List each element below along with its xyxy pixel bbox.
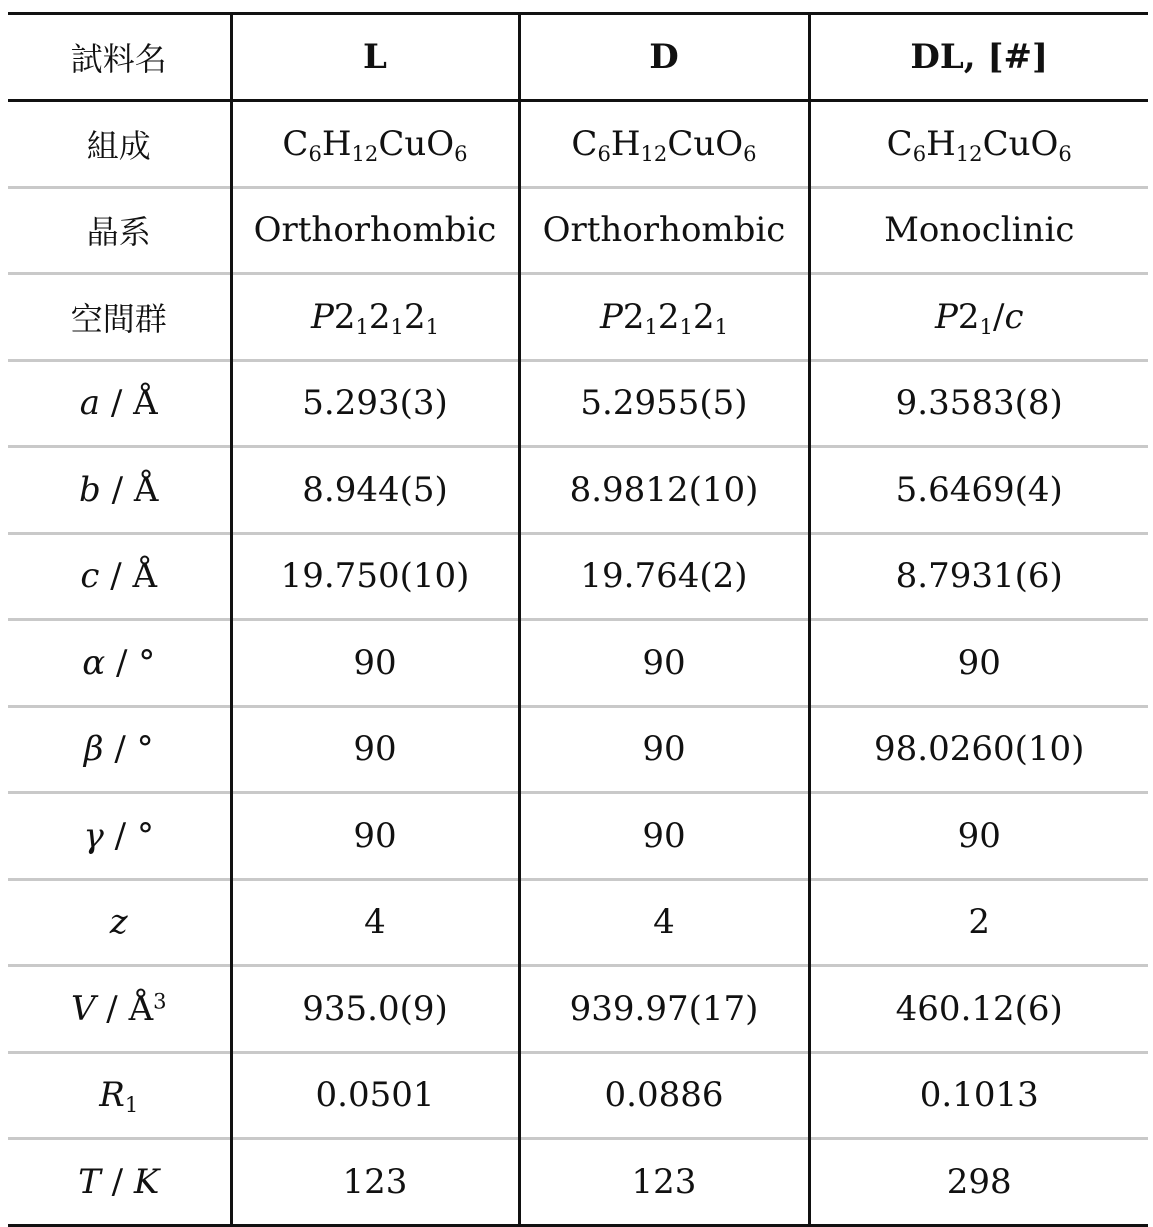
table-row-space-group — [8, 274, 1148, 361]
cell-a-DL: 9.3583(8) — [809, 360, 1148, 447]
header-L: L — [231, 14, 519, 101]
cell-temperature-D: 123 — [519, 1139, 809, 1226]
cell-gamma-DL: 90 — [809, 793, 1148, 880]
cell-crystal-system-D: Orthorhombic — [519, 187, 809, 274]
row-label-volume: V / $Å^3$ — [8, 966, 231, 1053]
cell-c-DL: 8.7931(6) — [809, 533, 1148, 620]
cell-composition-L: $C_6H_{12}CuO_6$ — [231, 101, 519, 188]
table-row-b — [8, 447, 1148, 534]
cell-beta-L: 90 — [231, 706, 519, 793]
table-row-alpha — [8, 620, 1148, 707]
table-row-a — [8, 360, 1148, 447]
row-label-space-group: 空間群 — [8, 274, 231, 361]
row-label-z: z — [8, 879, 231, 966]
cell-crystal-system-DL: Monoclinic — [809, 187, 1148, 274]
cell-b-L: 8.944(5) — [231, 447, 519, 534]
header-row — [8, 14, 1148, 101]
cell-z-L: 4 — [231, 879, 519, 966]
cell-b-D: 8.9812(10) — [519, 447, 809, 534]
header-sample-name: 試料名 — [8, 14, 231, 101]
row-label-r1: $R_1$ — [8, 1052, 231, 1139]
cell-beta-DL: 98.0260(10) — [809, 706, 1148, 793]
header-D: D — [519, 14, 809, 101]
cell-composition-DL: $C_6H_{12}CuO_6$ — [809, 101, 1148, 188]
row-label-crystal-system: 晶系 — [8, 187, 231, 274]
table-row-temperature — [8, 1139, 1148, 1226]
cell-temperature-L: 123 — [231, 1139, 519, 1226]
cell-b-DL: 5.6469(4) — [809, 447, 1148, 534]
row-label-gamma: γ / ° — [8, 793, 231, 880]
cell-gamma-D: 90 — [519, 793, 809, 880]
cell-z-D: 4 — [519, 879, 809, 966]
crystal-data-table — [8, 12, 1148, 1227]
row-label-c: c / Å — [8, 533, 231, 620]
cell-beta-D: 90 — [519, 706, 809, 793]
table-row-beta — [8, 706, 1148, 793]
cell-temperature-DL: 298 — [809, 1139, 1148, 1226]
cell-a-L: 5.293(3) — [231, 360, 519, 447]
table-row-volume — [8, 966, 1148, 1053]
row-label-alpha: α / ° — [8, 620, 231, 707]
cell-crystal-system-L: Orthorhombic — [231, 187, 519, 274]
table-row-c — [8, 533, 1148, 620]
cell-r1-DL: 0.1013 — [809, 1052, 1148, 1139]
cell-z-DL: 2 — [809, 879, 1148, 966]
row-label-a: a / Å — [8, 360, 231, 447]
cell-a-D: 5.2955(5) — [519, 360, 809, 447]
cell-gamma-L: 90 — [231, 793, 519, 880]
table-row-crystal-system — [8, 187, 1148, 274]
cell-volume-DL: 460.12(6) — [809, 966, 1148, 1053]
cell-space-group-D: $P2_12_12_1$ — [519, 274, 809, 361]
table-row-composition — [8, 101, 1148, 188]
table-row-r1 — [8, 1052, 1148, 1139]
row-label-b: b / Å — [8, 447, 231, 534]
cell-alpha-D: 90 — [519, 620, 809, 707]
cell-volume-D: 939.97(17) — [519, 966, 809, 1053]
cell-space-group-DL: $P2_1/c$ — [809, 274, 1148, 361]
cell-alpha-L: 90 — [231, 620, 519, 707]
cell-c-L: 19.750(10) — [231, 533, 519, 620]
table-row-z — [8, 879, 1148, 966]
row-label-beta: β / ° — [8, 706, 231, 793]
cell-alpha-DL: 90 — [809, 620, 1148, 707]
row-label-temperature: T / K — [8, 1139, 231, 1226]
cell-composition-D: $C_6H_{12}CuO_6$ — [519, 101, 809, 188]
row-label-composition: 組成 — [86, 126, 151, 165]
cell-r1-L: 0.0501 — [231, 1052, 519, 1139]
cell-c-D: 19.764(2) — [519, 533, 809, 620]
cell-space-group-L: $P2_12_12_1$ — [231, 274, 519, 361]
cell-volume-L: 935.0(9) — [231, 966, 519, 1053]
cell-r1-D: 0.0886 — [519, 1052, 809, 1139]
table-row-gamma — [8, 793, 1148, 880]
header-DL: DL, [#] — [809, 14, 1148, 101]
